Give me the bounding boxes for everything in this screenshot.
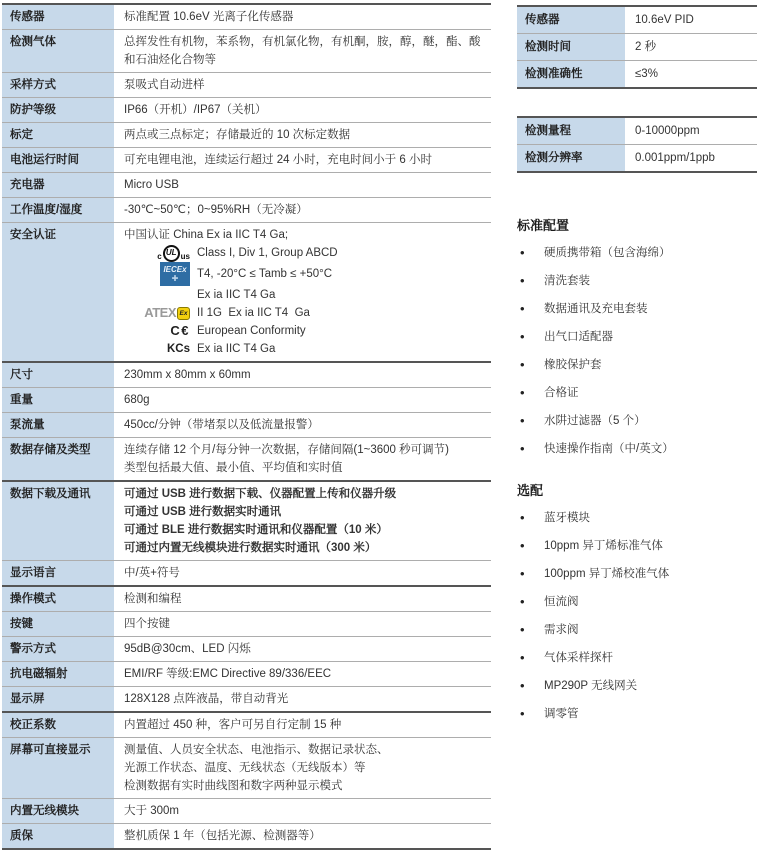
cert-icon-slot <box>124 340 190 358</box>
spec-row-label: 防护等级 <box>2 98 114 123</box>
summary-row-label: 传感器 <box>517 6 625 34</box>
atex-word: ATEX <box>144 305 176 320</box>
ul-suffix: us <box>180 251 190 261</box>
summary-row-value: 10.6eV PID <box>635 14 694 26</box>
spec-row-label: 泵流量 <box>2 413 114 438</box>
spec-row-value <box>114 824 491 850</box>
iecex-logo-icon <box>160 262 190 286</box>
main-spec-section <box>2 3 491 850</box>
spec-row-value <box>114 662 491 687</box>
spec-row <box>2 738 491 799</box>
summary-row-label: 检测量程 <box>517 117 625 145</box>
spec-row-value <box>114 73 491 98</box>
spec-value-line: 测量值、人员安全状态、电池指示、数据记录状态、 <box>124 744 389 756</box>
spec-value-line: 类型包括最大值、最小值、平均值和实时值 <box>124 462 343 474</box>
sensor-summary-table <box>517 5 757 89</box>
spec-row-value <box>114 612 491 637</box>
spec-row-value <box>114 388 491 413</box>
spec-row <box>2 637 491 662</box>
spec-value-line: -30℃~50℃；0~95%RH（无冷凝） <box>124 204 308 216</box>
spec-value-line: 四个按键 <box>124 618 170 630</box>
spec-value-line: 可通过 BLE 进行数据实时通讯和仪器配置（10 米） <box>124 524 388 536</box>
spec-value-line: 连续存储 12 个月/每分钟一次数据，存储间隔(1~3600 秒可调节) <box>124 444 449 456</box>
spec-value-line: 总挥发性有机物，苯系物，有机氯化物，有机酮，胺，醇，醚，酯、酸和石油烃化合物等 <box>124 36 481 66</box>
spec-row <box>2 799 491 824</box>
spec-row-value <box>114 738 491 799</box>
summary-row <box>517 61 757 89</box>
summary-row-value: 0-10000ppm <box>635 125 700 137</box>
range-summary-table <box>517 116 757 173</box>
cert-icon-slot <box>124 262 190 286</box>
optional-config-list <box>517 509 757 723</box>
spec-row-value <box>114 173 491 198</box>
spec-row-label: 采样方式 <box>2 73 114 98</box>
cul-listed-icon <box>157 245 190 262</box>
spec-row-label: 校正系数 <box>2 712 114 738</box>
spec-row <box>2 388 491 413</box>
spec-row-label: 显示屏 <box>2 687 114 713</box>
spec-row-value <box>114 413 491 438</box>
list-item: • 硬质携带箱（包含海绵） <box>517 244 757 262</box>
spec-row <box>2 561 491 587</box>
iecex-cross: ✚ <box>171 274 179 283</box>
main-spec-table-body <box>2 4 491 849</box>
cert-text: Class I, Div 1, Group ABCD <box>197 247 338 259</box>
cert-line <box>124 226 485 244</box>
spec-row-value <box>114 438 491 482</box>
spec-row-value <box>114 198 491 223</box>
spec-row-value <box>114 799 491 824</box>
cert-text: Ex ia IIC T4 Ga <box>197 343 276 355</box>
spec-row-label: 数据下载及通讯 <box>2 481 114 561</box>
spec-row-value <box>114 561 491 587</box>
range-summary-table-body <box>517 117 757 172</box>
spec-row-value <box>114 148 491 173</box>
spec-value-line: 检测和编程 <box>124 593 182 605</box>
spec-value-line: 内置超过 450 种，客户可另自行定制 15 种 <box>124 719 342 731</box>
spec-row <box>2 413 491 438</box>
cert-line <box>124 244 485 262</box>
spec-row <box>2 123 491 148</box>
list-item: • 需求阀 <box>517 621 757 639</box>
spec-value-line: 标准配置 10.6eV 光离子化传感器 <box>124 11 294 23</box>
cert-text: 中国认证 China Ex ia IIC T4 Ga; <box>124 229 289 241</box>
spec-row-label: 屏幕可直接显示 <box>2 738 114 799</box>
spec-row-value <box>114 4 491 30</box>
list-item: • 蓝牙模块 <box>517 509 757 527</box>
list-item: • 100ppm 异丁烯校准气体 <box>517 565 757 583</box>
cert-icon-slot <box>124 304 190 322</box>
kcs-mark-icon: KCs <box>166 343 190 355</box>
summary-row <box>517 6 757 34</box>
summary-row-label: 检测分辨率 <box>517 145 625 173</box>
spec-row <box>2 173 491 198</box>
optional-config-title: 选配 <box>517 483 544 498</box>
spec-row-label: 重量 <box>2 388 114 413</box>
spec-row <box>2 30 491 73</box>
spec-row-label: 质保 <box>2 824 114 850</box>
iecex-text: IECEx <box>163 265 187 274</box>
spec-row-label: 标定 <box>2 123 114 148</box>
list-item: • 水阱过滤器（5 个） <box>517 412 757 430</box>
cert-text: European Conformity <box>197 325 306 337</box>
spec-value-line: 680g <box>124 394 150 406</box>
summary-row-value: ≤3% <box>635 68 658 80</box>
spec-row-label: 数据存储及类型 <box>2 438 114 482</box>
spec-row-label: 显示语言 <box>2 561 114 587</box>
cert-line <box>124 262 485 286</box>
main-spec-table <box>2 3 491 850</box>
list-item: • 数据通讯及充电套装 <box>517 300 757 318</box>
standard-config-list <box>517 244 757 458</box>
spec-row-label: 传感器 <box>2 4 114 30</box>
spec-value-line: 检测数据有实时曲线图和数字两种显示模式 <box>124 780 343 792</box>
spec-value-line: 450cc/分钟（带堵泵以及低流量报警） <box>124 419 319 431</box>
cert-line <box>124 286 485 304</box>
cert-line <box>124 304 485 322</box>
spec-value-line: 两点或三点标定；存储最近的 10 次标定数据 <box>124 129 351 141</box>
spec-row-label: 检测气体 <box>2 30 114 73</box>
cert-text: II 1G Ex ia IIC T4 Ga <box>197 307 310 319</box>
spec-row-value <box>114 362 491 388</box>
spec-row-label: 内置无线模块 <box>2 799 114 824</box>
spec-row <box>2 98 491 123</box>
list-item: • 快速操作指南（中/英文） <box>517 440 757 458</box>
summary-row-label: 检测时间 <box>517 34 625 61</box>
spec-row-label: 工作温度/湿度 <box>2 198 114 223</box>
spec-row <box>2 612 491 637</box>
cert-icon-slot <box>124 322 190 340</box>
list-item: • 合格证 <box>517 384 757 402</box>
spec-row-value <box>114 687 491 713</box>
cert-line <box>124 322 485 340</box>
spec-row-value <box>114 481 491 561</box>
list-item: • 清洗套装 <box>517 272 757 290</box>
spec-row-label: 抗电磁辐射 <box>2 662 114 687</box>
spec-row-value <box>114 98 491 123</box>
spec-row-value <box>114 637 491 662</box>
spec-value-line: 可通过 USB 进行数据下载、仪器配置上传和仪器升级 <box>124 488 397 500</box>
cert-text: Ex ia IIC T4 Ga <box>197 289 276 301</box>
ex-badge-icon: Ex <box>177 306 190 319</box>
spec-value-line: 可通过 USB 进行数据实时通讯 <box>124 506 282 518</box>
spec-row <box>2 481 491 561</box>
spec-row-value <box>114 223 491 363</box>
spec-row <box>2 712 491 738</box>
ul-circle: UL <box>163 245 180 262</box>
spec-row <box>2 223 491 363</box>
spec-row-label: 电池运行时间 <box>2 148 114 173</box>
summary-row <box>517 34 757 61</box>
spec-row-value <box>114 586 491 612</box>
summary-row-value: 2 秒 <box>635 41 657 53</box>
summary-row <box>517 117 757 145</box>
spec-value-line: 128X128 点阵液晶，带自动背光 <box>124 693 289 705</box>
list-item: • 10ppm 异丁烯标准气体 <box>517 537 757 555</box>
spec-row-label: 操作模式 <box>2 586 114 612</box>
spec-row-value <box>114 712 491 738</box>
spec-row <box>2 4 491 30</box>
sensor-summary-table-body <box>517 6 757 88</box>
cert-icon-slot <box>124 245 190 262</box>
spec-value-line: Micro USB <box>124 179 179 191</box>
spec-row <box>2 687 491 713</box>
ul-prefix: c <box>157 251 162 261</box>
spec-row-label: 安全认证 <box>2 223 114 363</box>
spec-value-line: 泵吸式自动进样 <box>124 79 205 91</box>
spec-value-line: 95dB@30cm、LED 闪烁 <box>124 643 251 655</box>
list-item: • 调零管 <box>517 705 757 723</box>
spec-row <box>2 148 491 173</box>
spec-value-line: 230mm x 80mm x 60mm <box>124 369 251 381</box>
spec-row <box>2 438 491 482</box>
cert-text: T4, -20°C ≤ Tamb ≤ +50°C <box>197 268 333 280</box>
spec-row-label: 按键 <box>2 612 114 637</box>
atex-logo-icon <box>144 304 190 322</box>
spec-value-line: 可充电锂电池，连续运行超过 24 小时，充电时间小于 6 小时 <box>124 154 432 166</box>
spec-value-line: 可通过内置无线模块进行数据实时通讯（300 米） <box>124 542 377 554</box>
list-item: • MP290P 无线网关 <box>517 677 757 695</box>
spec-row-label: 尺寸 <box>2 362 114 388</box>
spec-value-line: EMI/RF 等级:EMC Directive 89/336/EEC <box>124 668 332 680</box>
spec-row-label: 警示方式 <box>2 637 114 662</box>
spec-value-line: 光源工作状态、温度、无线状态（无线版本）等 <box>124 762 366 774</box>
spec-row <box>2 198 491 223</box>
spec-value-line: 大于 300m <box>124 805 179 817</box>
cert-line <box>124 340 485 358</box>
spec-row-value <box>114 123 491 148</box>
list-item: • 气体采样探杆 <box>517 649 757 667</box>
list-item: • 出气口适配器 <box>517 328 757 346</box>
spec-row <box>2 824 491 850</box>
summary-row-label: 检测准确性 <box>517 61 625 89</box>
summary-row-value: 0.001ppm/1ppb <box>635 152 715 164</box>
standard-config-title: 标准配置 <box>517 218 570 233</box>
list-item: • 恒流阀 <box>517 593 757 611</box>
spec-row <box>2 586 491 612</box>
summary-section <box>517 5 757 733</box>
spec-row <box>2 362 491 388</box>
spec-row-value <box>114 30 491 73</box>
spec-value-line: IP66（开机）/IP67（关机） <box>124 104 267 116</box>
list-item: • 橡胶保护套 <box>517 356 757 374</box>
spec-value-line: 整机质保 1 年（包括光源、检测器等） <box>124 830 321 842</box>
spec-row <box>2 662 491 687</box>
ce-mark-icon: C€ <box>170 323 190 338</box>
summary-row <box>517 145 757 173</box>
spec-row <box>2 73 491 98</box>
spec-row-label: 充电器 <box>2 173 114 198</box>
spec-value-line: 中/英+符号 <box>124 567 180 579</box>
